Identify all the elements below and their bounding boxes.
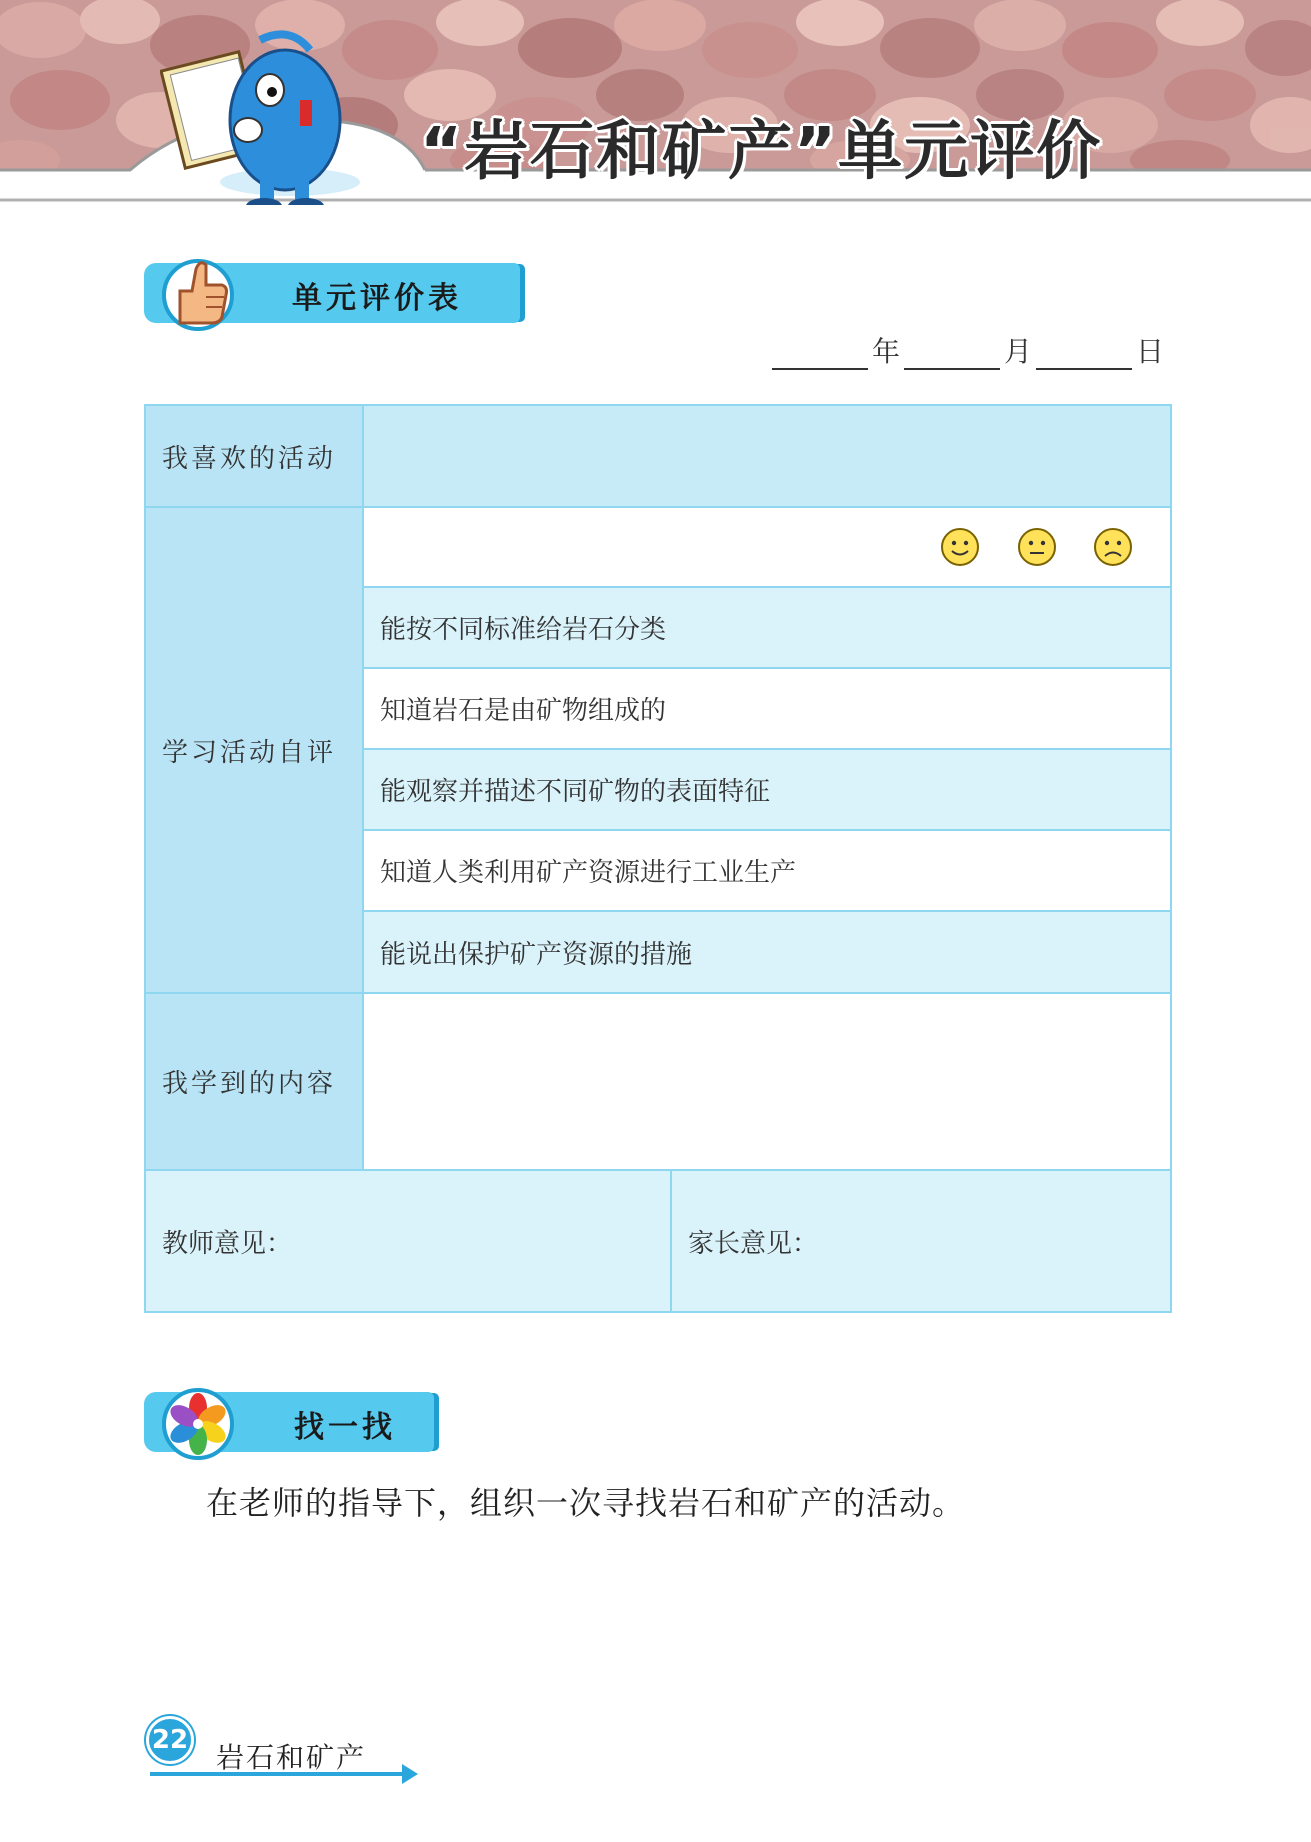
day-label: 日 [1136,335,1165,368]
page-number: 22 [146,1716,194,1764]
find-instruction: 在老师的指导下，组织一次寻找岩石和矿产的活动。 [206,1484,966,1522]
evaluation-table [144,404,1172,1313]
table-row-opinions [145,1170,1171,1312]
table-row-liked-activity [145,405,1171,507]
mascot-icon [160,20,360,205]
parent-opinion-label: 家长意见： [688,1228,819,1259]
sad-face-icon [1092,526,1134,568]
flower-icon [152,1374,242,1464]
table-row-learned [145,993,1171,1170]
month-blank[interactable] [904,346,1000,370]
date-line [768,330,1164,370]
self-item-3[interactable]: 能观察并描述不同矿物的表面特征 [363,749,1171,830]
day-blank[interactable] [1036,346,1132,370]
page-header [0,0,1311,205]
self-item-4[interactable]: 知道人类利用矿产资源进行工业生产 [363,830,1171,911]
month-label: 月 [1004,335,1033,368]
rating-header [363,507,1171,587]
happy-face-icon [939,526,981,568]
section-banner-evaluation [144,263,520,323]
teacher-opinion-label: 教师意见： [162,1228,293,1259]
table-row-rating-header [145,507,1171,587]
arrow-icon [140,1762,420,1792]
section-banner-find [144,1392,434,1452]
year-label: 年 [872,335,901,368]
section-title-evaluation: 单元评价表 [292,281,462,316]
label-learned: 我学到的内容 [145,993,363,1170]
teacher-opinion-field[interactable] [145,1170,671,1312]
label-self-evaluation: 学习活动自评 [145,507,363,993]
year-blank[interactable] [772,346,868,370]
self-item-5[interactable]: 能说出保护矿产资源的措施 [363,911,1171,993]
parent-opinion-field[interactable] [671,1170,1171,1312]
thumbs-up-icon [152,245,242,335]
learned-field[interactable] [363,993,1171,1170]
neutral-face-icon [1016,526,1058,568]
footer-unit-title: 岩石和矿产 [216,1741,367,1774]
section-title-find: 找一找 [294,1410,396,1445]
self-item-1[interactable]: 能按不同标准给岩石分类 [363,587,1171,668]
label-liked-activity: 我喜欢的活动 [145,405,363,507]
page-title: “岩石和矿产”单元评价 [420,115,1103,189]
self-item-2[interactable]: 知道岩石是由矿物组成的 [363,668,1171,749]
liked-activity-field[interactable] [363,405,1171,507]
